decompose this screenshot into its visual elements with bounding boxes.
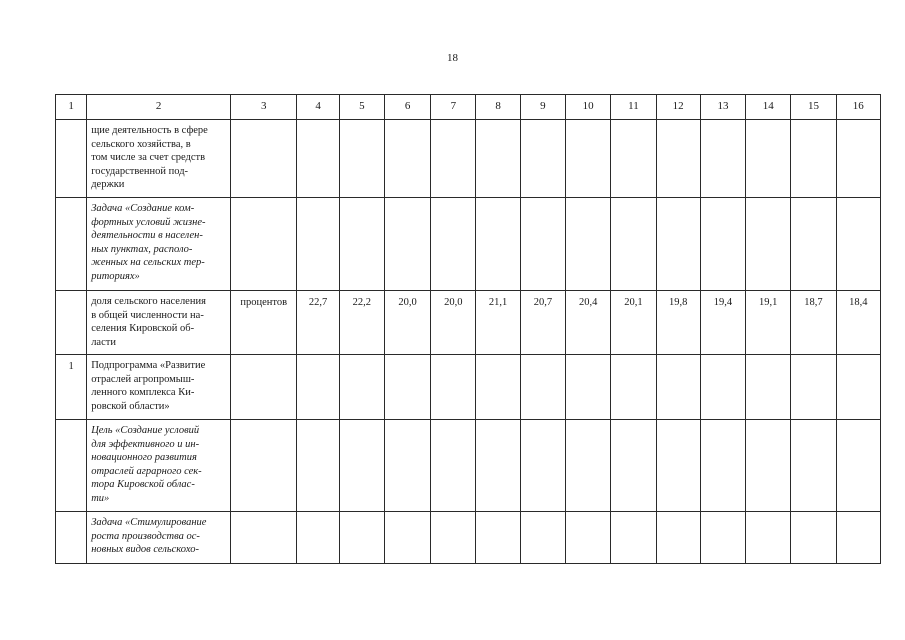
indicator-name-cell	[87, 198, 231, 291]
indicator-name-line: щие деятельность в сфере	[91, 125, 208, 136]
value-cell	[611, 420, 656, 512]
value-cell	[656, 120, 700, 198]
value-cell	[520, 355, 565, 420]
header-cell: 1	[56, 95, 87, 120]
value-cell	[384, 420, 430, 512]
value-cell	[611, 512, 656, 564]
header-cell: 5	[339, 95, 384, 120]
value-cell	[297, 420, 339, 512]
value-cell	[611, 198, 656, 291]
header-cell: 2	[87, 95, 231, 120]
value-cell: 22,7	[297, 291, 339, 355]
value-cell	[339, 120, 384, 198]
header-cell: 15	[791, 95, 836, 120]
value-cell	[476, 355, 520, 420]
table-row	[56, 291, 881, 355]
table-row	[56, 512, 881, 564]
unit-cell	[231, 512, 297, 564]
value-cell: 19,8	[656, 291, 700, 355]
indicators-table	[55, 94, 881, 564]
header-cell: 7	[431, 95, 476, 120]
indicator-name-line: для эффективного и ин-	[91, 438, 200, 450]
indicator-name-line: ленного комплекса Ки-	[91, 387, 195, 398]
value-cell	[339, 355, 384, 420]
indicator-name-line: Задача «Стимулирование	[91, 517, 207, 528]
header-row	[56, 95, 881, 120]
value-cell	[476, 420, 520, 512]
indicator-name-cell	[87, 512, 231, 564]
value-cell	[836, 198, 880, 291]
value-cell	[431, 355, 476, 420]
value-cell	[791, 198, 836, 291]
indicator-name-line: роста производства ос-	[91, 530, 200, 542]
header-cell: 13	[700, 95, 745, 120]
value-cell	[791, 120, 836, 198]
value-cell	[611, 120, 656, 198]
indicator-name-line: Цель «Создание условий	[91, 425, 200, 436]
indicator-name-line: риториях»	[91, 270, 140, 282]
value-cell	[836, 512, 880, 564]
unit-cell	[231, 120, 297, 198]
value-cell	[746, 512, 791, 564]
header-cell: 4	[297, 95, 339, 120]
header-cell: 8	[476, 95, 520, 120]
value-cell	[656, 512, 700, 564]
header-cell: 6	[384, 95, 430, 120]
indicator-name-line: ных пунктах, располо-	[91, 243, 193, 255]
unit-cell	[231, 420, 297, 512]
value-cell	[566, 198, 611, 291]
table-row	[56, 420, 881, 512]
indicator-name-line: ти»	[91, 492, 110, 504]
value-cell	[431, 512, 476, 564]
indicator-name-line: деятельности в населен-	[91, 230, 203, 241]
value-cell	[431, 198, 476, 291]
value-cell	[297, 198, 339, 291]
row-index-cell	[56, 120, 87, 198]
indicator-name-line: доля сельского населения	[91, 296, 206, 307]
value-cell	[656, 198, 700, 291]
value-cell	[431, 420, 476, 512]
value-cell	[297, 355, 339, 420]
indicator-name-line: отраслей аграрного сек-	[91, 465, 202, 477]
value-cell	[339, 512, 384, 564]
value-cell	[611, 355, 656, 420]
indicator-name-line: том числе за счет средств	[91, 152, 206, 163]
value-cell	[566, 120, 611, 198]
value-cell: 20,4	[566, 291, 611, 355]
indicator-name-cell	[87, 420, 231, 512]
unit-cell	[231, 198, 297, 291]
value-cell	[700, 120, 745, 198]
value-cell	[700, 512, 745, 564]
value-cell	[339, 198, 384, 291]
indicator-name-line: в общей численности на-	[91, 309, 204, 321]
unit-cell	[231, 355, 297, 420]
table-row	[56, 355, 881, 420]
value-cell	[656, 420, 700, 512]
row-index-cell: 1	[56, 355, 87, 420]
header-cell: 12	[656, 95, 700, 120]
indicator-name-cell	[87, 291, 231, 355]
value-cell	[791, 420, 836, 512]
value-cell	[791, 512, 836, 564]
value-cell	[566, 355, 611, 420]
table-row	[56, 120, 881, 198]
value-cell	[836, 420, 880, 512]
header-cell: 16	[836, 95, 880, 120]
value-cell	[836, 120, 880, 198]
value-cell	[566, 420, 611, 512]
value-cell	[791, 355, 836, 420]
indicator-name-line: женных на сельских тер-	[91, 257, 205, 268]
value-cell	[476, 120, 520, 198]
indicator-name-line: Подпрограмма «Развитие	[91, 360, 206, 371]
indicator-name-line: фортных условий жизне-	[91, 216, 206, 228]
table-row	[56, 198, 881, 291]
value-cell	[431, 120, 476, 198]
value-cell	[476, 512, 520, 564]
value-cell: 18,7	[791, 291, 836, 355]
value-cell	[746, 120, 791, 198]
row-index-cell	[56, 420, 87, 512]
indicator-name-line: Задача «Создание ком-	[91, 203, 195, 214]
indicator-name-line: государственной под-	[91, 165, 189, 177]
value-cell	[384, 512, 430, 564]
value-cell	[746, 420, 791, 512]
indicator-name-line: отраслей агропромыш-	[91, 373, 195, 385]
indicator-name-line: новационного развития	[91, 452, 197, 463]
value-cell	[836, 355, 880, 420]
indicator-name-line: сельского хозяйства, в	[91, 138, 191, 150]
value-cell	[520, 120, 565, 198]
indicator-name-line: тора Кировской облас-	[91, 479, 195, 490]
value-cell	[384, 198, 430, 291]
value-cell: 19,4	[700, 291, 745, 355]
indicator-name-line: держки	[91, 179, 125, 190]
indicator-name-cell	[87, 355, 231, 420]
value-cell	[700, 420, 745, 512]
value-cell	[566, 512, 611, 564]
row-index-cell	[56, 291, 87, 355]
value-cell	[656, 355, 700, 420]
row-index-cell	[56, 198, 87, 291]
value-cell: 21,1	[476, 291, 520, 355]
page-number: 18	[447, 52, 458, 64]
indicator-name-line: селения Кировской об-	[91, 323, 195, 334]
value-cell	[520, 198, 565, 291]
value-cell	[700, 198, 745, 291]
value-cell: 20,0	[384, 291, 430, 355]
value-cell	[746, 198, 791, 291]
value-cell: 22,2	[339, 291, 384, 355]
header-cell: 3	[231, 95, 297, 120]
value-cell: 18,4	[836, 291, 880, 355]
row-index-cell	[56, 512, 87, 564]
value-cell: 19,1	[746, 291, 791, 355]
value-cell	[520, 420, 565, 512]
header-cell: 9	[520, 95, 565, 120]
value-cell	[746, 355, 791, 420]
value-cell	[520, 512, 565, 564]
value-cell: 20,1	[611, 291, 656, 355]
value-cell	[476, 198, 520, 291]
unit-cell: процентов	[231, 291, 297, 355]
value-cell	[384, 355, 430, 420]
value-cell	[297, 512, 339, 564]
value-cell	[700, 355, 745, 420]
value-cell: 20,7	[520, 291, 565, 355]
value-cell	[384, 120, 430, 198]
header-cell: 10	[566, 95, 611, 120]
value-cell: 20,0	[431, 291, 476, 355]
indicator-name-line: ласти	[91, 336, 116, 348]
indicator-name-line: новных видов сельскохо-	[91, 544, 199, 555]
header-cell: 11	[611, 95, 656, 120]
value-cell	[339, 420, 384, 512]
indicator-name-line: ровской области»	[91, 400, 170, 412]
header-cell: 14	[746, 95, 791, 120]
value-cell	[297, 120, 339, 198]
indicator-name-cell	[87, 120, 231, 198]
